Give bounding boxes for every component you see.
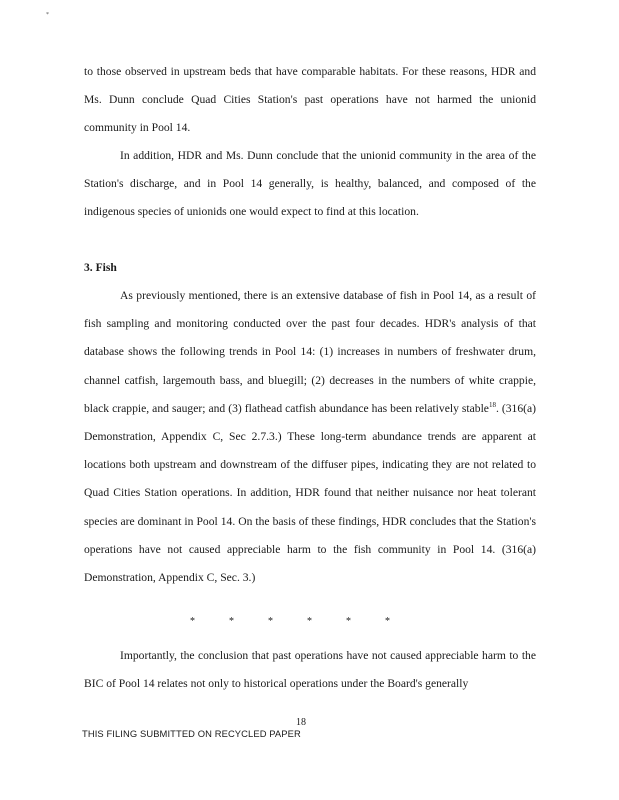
separator-star: *: [229, 616, 234, 627]
paragraph-unionid-conclusion: to those observed in upstream beds that have comparable habitats. For these reasons, HDR and Ms. Dunn conclude Quad Cities Station's past operations have not harmed the unionid community in Pool 14.: [84, 65, 536, 135]
fish-trends-text-part2: . (316(a) Demonstration, Appendix C, Sec 2.7.3.) These long-term abundance trends are apparent at locations both upstream and downstream of the diffuser pipes, indicating they are not related to Quad Cities Station operations. In addition, HDR found that neither nuisance nor heat tolerant species are dominant in Pool 14. On the basis of these findings, HDR concludes that the Station's operations have not caused appreciable harm to the fish community in Pool 14. (316(a) Demonstration, Appendix C, Sec. 3.): [84, 401, 537, 585]
page-number: 18: [296, 717, 306, 728]
fish-trends-text-part1: As previously mentioned, there is an extensive database of fish in Pool 14, as a result of fish sampling and monitoring conducted over the past four decades. HDR's analysis of that database shows the following trends in Pool 14: (1) increases in numbers of freshwater drum, channel catfish, largemouth bass, and bluegill; (2) decreases in the numbers of white crappie, black crappie, and sauger; and (3) flathead catfish abundance has been relatively stable: [84, 289, 536, 415]
separator-star: *: [307, 616, 312, 627]
footer-recycled-paper: THIS FILING SUBMITTED ON RECYCLED PAPER: [82, 728, 301, 739]
section-heading-fish: 3. Fish: [84, 261, 117, 274]
scan-mark: *: [46, 12, 49, 18]
paragraph-fish-trends: [84, 282, 536, 592]
separator-star: *: [190, 616, 195, 627]
footnote-marker: 18: [488, 400, 496, 409]
separator-star: *: [346, 616, 351, 627]
paragraph-importantly: Importantly, the conclusion that past operations have not caused appreciable harm to the BIC of Pool 14 relates not only to historical operations under the Board's generally: [84, 649, 536, 691]
paragraph-unionid-healthy: In addition, HDR and Ms. Dunn conclude that the unionid community in the area of the Station's discharge, and in Pool 14 generally, is healthy, balanced, and composed of the indigenous species of unionids one would expect to find at this location.: [84, 149, 536, 219]
section-separator: [190, 612, 390, 632]
separator-star: *: [268, 616, 273, 627]
separator-star: *: [385, 616, 390, 627]
